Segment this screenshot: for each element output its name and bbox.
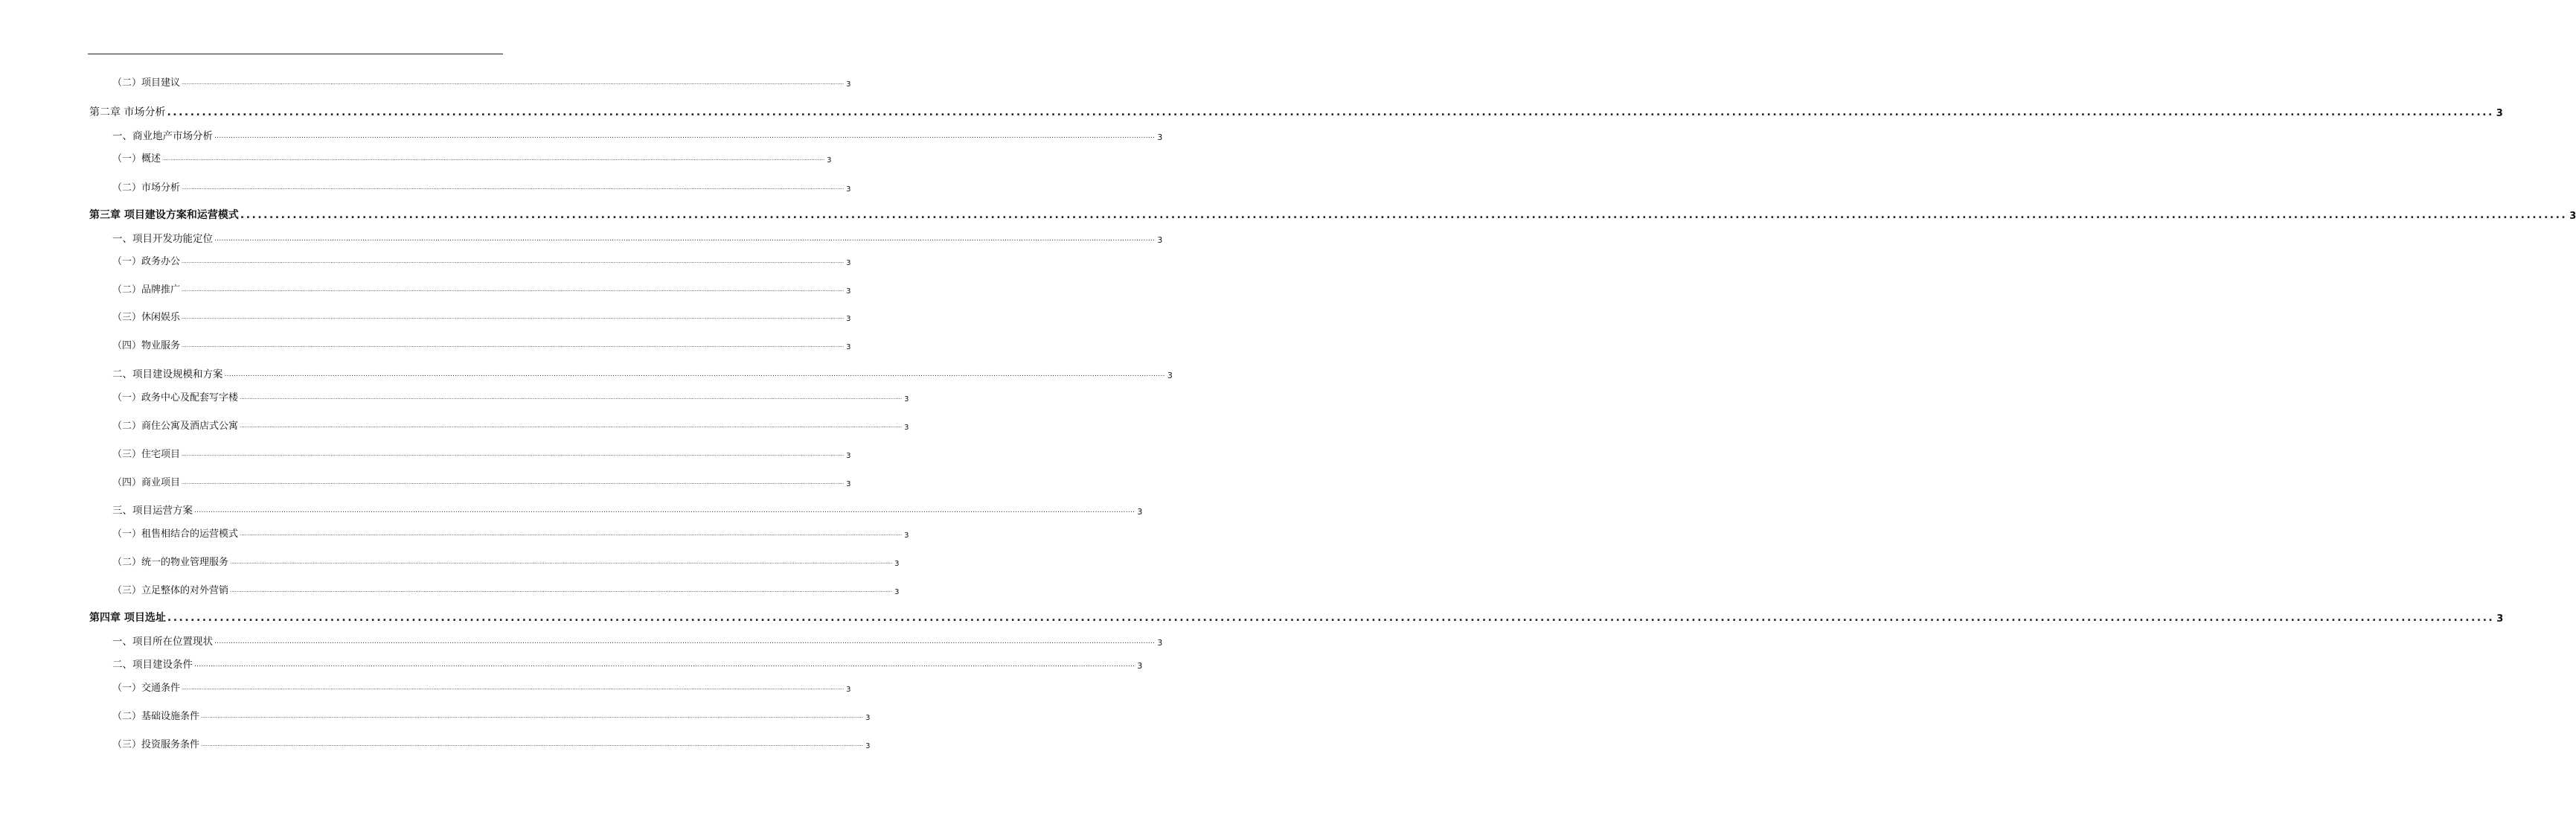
dot-leader: ................................................................................................................................................................................................................................................................................................................................................................................................................ [182,342,845,348]
dot-leader: ................................................................................................................................................................................................................................................................................................................................................................................................................ [240,395,903,401]
toc-subsection-entry[interactable] [112,308,851,323]
toc-entry-label: （四）商业项目 [112,477,181,488]
toc-entry-label: （一）政务办公 [112,256,181,267]
toc-entry-label: 一、商业地产市场分析 [112,130,213,142]
toc-page-number: 3 [904,395,909,403]
toc-section-entry[interactable] [112,633,1163,648]
toc-chapter-entry[interactable] [89,610,2504,625]
toc-entry-label: 一、项目所在位置现状 [112,636,213,648]
toc-entry-label: （三）休闲娱乐 [112,312,181,323]
toc-page-number: 3 [894,588,900,596]
toc-page-number: 3 [1157,133,1163,142]
toc-entry-label: 第二章 市场分析 [89,106,166,118]
toc-entry-label: （二）统一的物业管理服务 [112,557,229,568]
dot-leader: ................................................................................................................................................................................................................................................................................................................................................................................................................ [214,133,1156,140]
toc-page-number: 3 [846,343,851,351]
toc-entry-label: 二、项目建设条件 [112,659,193,671]
toc-page-number: 3 [846,80,851,89]
toc-subsection-entry[interactable] [112,736,871,750]
toc-entry-label: 三、项目运营方案 [112,505,193,517]
toc-subsection-entry[interactable] [112,553,900,568]
toc-entry-label: （二）商住公寓及酒店式公寓 [112,421,239,432]
dot-leader: ................................................................................................................................................................................................................................................................................................................................................................................................................ [167,106,2494,118]
toc-subsection-entry[interactable] [112,417,909,432]
toc-page-number: 3 [2496,613,2504,625]
dot-leader: ................................................................................................................................................................................................................................................................................................................................................................................................................ [182,479,845,485]
dot-leader: ................................................................................................................................................................................................................................................................................................................................................................................................................ [182,258,845,264]
dot-leader: ................................................................................................................................................................................................................................................................................................................................................................................................................ [182,314,845,320]
toc-page-number: 3 [846,315,851,323]
toc-entry-label: （三）住宅项目 [112,449,181,460]
toc-chapter-entry[interactable] [89,207,2576,222]
dot-leader: ................................................................................................................................................................................................................................................................................................................................................................................................................ [240,531,903,537]
dot-leader: ................................................................................................................................................................................................................................................................................................................................................................................................................ [240,423,903,429]
toc-entry-label: （一）租售相结合的运营模式 [112,529,239,540]
toc-subsection-entry[interactable] [112,179,851,194]
toc-subsection-entry[interactable] [112,336,851,351]
toc-page-number: 3 [1137,661,1143,671]
toc-page-number: 3 [894,560,900,568]
toc-entry-label: 一、项目开发功能定位 [112,233,213,245]
toc-page-number: 3 [1157,235,1163,245]
toc-page-number: 3 [846,185,851,194]
toc-page-number: 3 [904,532,909,540]
toc-entry-label: （三）立足整体的对外营销 [112,585,229,596]
dot-leader: ................................................................................................................................................................................................................................................................................................................................................................................................................ [182,80,845,86]
toc-page-number: 3 [1137,507,1143,517]
dot-leader: ................................................................................................................................................................................................................................................................................................................................................................................................................ [230,587,893,593]
toc-entry-label: （四）物业服务 [112,340,181,351]
dot-leader: ................................................................................................................................................................................................................................................................................................................................................................................................................ [182,287,845,293]
toc-page-number: 3 [846,452,851,460]
toc-subsection-entry[interactable] [112,679,851,694]
toc-entry-label: （二）基础设施条件 [112,711,200,722]
dot-leader: ................................................................................................................................................................................................................................................................................................................................................................................................................ [214,638,1156,645]
toc-entry-label: （二）品牌推广 [112,284,181,296]
toc-page-number: 3 [865,742,871,750]
toc-section-entry[interactable] [112,127,1163,142]
toc-page-number: 3 [865,714,871,722]
toc-entry-label: （三）投资服务条件 [112,739,200,750]
dot-leader: ................................................................................................................................................................................................................................................................................................................................................................................................................ [201,713,864,719]
dot-leader: ................................................................................................................................................................................................................................................................................................................................................................................................................ [182,451,845,457]
dot-leader: ................................................................................................................................................................................................................................................................................................................................................................................................................ [167,612,2495,624]
toc-page-number: 3 [2569,211,2576,222]
toc-section-entry[interactable] [112,366,1173,380]
toc-entry-label: （一）概述 [112,153,161,165]
dot-leader: ................................................................................................................................................................................................................................................................................................................................................................................................................ [194,661,1135,669]
dot-leader: ................................................................................................................................................................................................................................................................................................................................................................................................................ [182,185,845,191]
toc-page-number: 3 [1157,638,1163,648]
dot-leader: ................................................................................................................................................................................................................................................................................................................................................................................................................ [201,741,864,747]
toc-entry-label: （一）交通条件 [112,683,181,694]
toc-subsection-entry[interactable] [112,707,871,722]
toc-page-number: 3 [827,156,832,165]
toc-page-number: 3 [1167,371,1173,380]
toc-page-number: 3 [846,287,851,296]
toc-subsection-entry[interactable] [112,445,851,460]
toc-entry-label: （二）市场分析 [112,182,181,194]
toc-subsection-entry[interactable] [112,150,832,165]
toc-subsection-entry[interactable] [112,581,900,596]
toc-subsection-entry[interactable] [112,74,851,89]
toc-subsection-entry[interactable] [112,473,851,488]
toc-subsection-entry[interactable] [112,389,909,403]
toc-subsection-entry[interactable] [112,281,851,296]
dot-leader: ................................................................................................................................................................................................................................................................................................................................................................................................................ [162,156,825,162]
dot-leader: ................................................................................................................................................................................................................................................................................................................................................................................................................ [194,507,1135,514]
toc-page-number: 3 [846,686,851,694]
toc-entry-label: （一）政务中心及配套写字楼 [112,392,239,403]
toc-page-number: 3 [2496,108,2503,119]
dot-leader: ................................................................................................................................................................................................................................................................................................................................................................................................................ [230,559,893,565]
dot-leader: ................................................................................................................................................................................................................................................................................................................................................................................................................ [182,685,845,691]
toc-page-number: 3 [904,424,909,432]
toc-section-entry[interactable] [112,230,1163,245]
toc-subsection-entry[interactable] [112,525,909,540]
dot-leader: ................................................................................................................................................................................................................................................................................................................................................................................................................ [240,209,2568,221]
toc-chapter-entry[interactable] [89,104,2503,119]
toc-subsection-entry[interactable] [112,252,851,267]
toc-page-number: 3 [846,259,851,267]
dot-leader: ................................................................................................................................................................................................................................................................................................................................................................................................................ [224,371,1165,378]
toc-section-entry[interactable] [112,502,1143,517]
toc-entry-label: （二）项目建议 [112,77,181,89]
dot-leader: ................................................................................................................................................................................................................................................................................................................................................................................................................ [214,235,1156,243]
toc-entry-label: 第四章 项目选址 [89,612,166,624]
toc-entry-label: 第三章 项目建设方案和运营模式 [89,209,239,221]
toc-entry-label: 二、项目建设规模和方案 [112,368,223,380]
toc-page-number: 3 [846,480,851,488]
toc-section-entry[interactable] [112,656,1143,671]
